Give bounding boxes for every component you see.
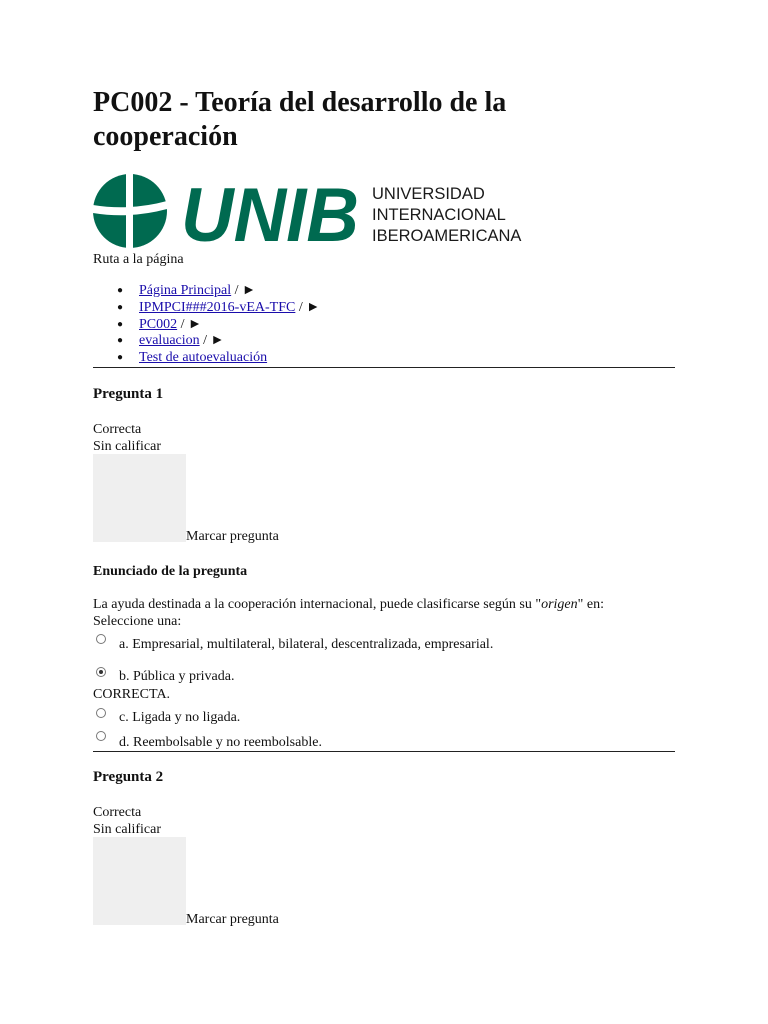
option-b-radio[interactable] — [96, 667, 106, 677]
question-2-status: Correcta — [93, 805, 142, 820]
option-d-radio[interactable] — [96, 731, 106, 741]
bullet-icon: ● — [117, 301, 124, 313]
logo-wordmark: UNIB — [181, 173, 359, 251]
question-2-flag-label[interactable]: Marcar pregunta — [186, 912, 279, 927]
breadcrumb-link-home[interactable]: Página Principal — [139, 283, 232, 298]
breadcrumb — [93, 283, 320, 367]
question-2-heading: Pregunta 2 — [93, 769, 164, 785]
breadcrumb-link-course[interactable]: IPMPCI###2016-vEA-TFC — [139, 299, 296, 315]
breadcrumb-separator: / ► — [295, 299, 321, 315]
option-d-label[interactable]: d. Reembolsable y no reembolsable. — [119, 735, 322, 750]
logo-line-1: UNIVERSIDAD — [372, 185, 485, 203]
question-1-status: Correcta — [93, 422, 142, 437]
logo-line-3: IBEROAMERICANA — [372, 227, 522, 245]
breadcrumb-link-module[interactable]: PC002 — [139, 316, 178, 332]
option-c-label[interactable]: c. Ligada y no ligada. — [119, 710, 241, 725]
question-1-prompt: Seleccione una: — [93, 614, 182, 629]
option-a-radio[interactable] — [96, 634, 106, 644]
logo-line-2: INTERNACIONAL — [372, 206, 506, 224]
divider — [93, 751, 675, 752]
breadcrumb-separator: / ► — [231, 283, 256, 298]
question-2-grade: Sin calificar — [93, 822, 162, 837]
bullet-icon: ● — [117, 318, 124, 330]
question-2-flag-box[interactable] — [93, 837, 186, 925]
question-1-text: La ayuda destinada a la cooperación internacional, puede clasificarse según su "origen" en: — [93, 597, 604, 612]
question-1-statement-heading: Enunciado de la pregunta — [93, 564, 248, 579]
bullet-icon: ● — [117, 335, 124, 347]
page-title: PC002 - Teoría del desarrollo de la cooperación — [93, 87, 507, 152]
option-a-label[interactable]: a. Empresarial, multilateral, bilateral, descentralizada, empresarial. — [119, 637, 494, 652]
divider — [93, 367, 675, 368]
breadcrumb-label: Ruta a la página — [93, 252, 184, 267]
option-c-radio[interactable] — [96, 708, 106, 718]
breadcrumb-item — [93, 350, 320, 367]
question-1-flag-label[interactable]: Marcar pregunta — [186, 529, 279, 544]
breadcrumb-separator: / ► — [199, 333, 225, 349]
globe-icon — [93, 171, 167, 251]
option-b-label[interactable]: b. Pública y privada. — [119, 669, 235, 684]
unib-logo — [93, 171, 523, 251]
breadcrumb-item — [93, 333, 320, 350]
breadcrumb-separator: / ► — [177, 316, 202, 332]
question-1-heading: Pregunta 1 — [93, 386, 164, 402]
breadcrumb-item — [93, 283, 320, 300]
bullet-icon: ● — [117, 352, 124, 364]
breadcrumb-item — [93, 300, 320, 317]
breadcrumb-link-evaluacion[interactable]: evaluacion — [139, 333, 200, 349]
option-b-feedback: CORRECTA. — [93, 687, 171, 702]
question-1-grade: Sin calificar — [93, 439, 162, 454]
breadcrumb-item — [93, 317, 320, 334]
question-1-flag-box[interactable] — [93, 454, 186, 542]
bullet-icon: ● — [117, 285, 124, 296]
breadcrumb-link-test[interactable]: Test de autoevaluación — [139, 350, 268, 366]
